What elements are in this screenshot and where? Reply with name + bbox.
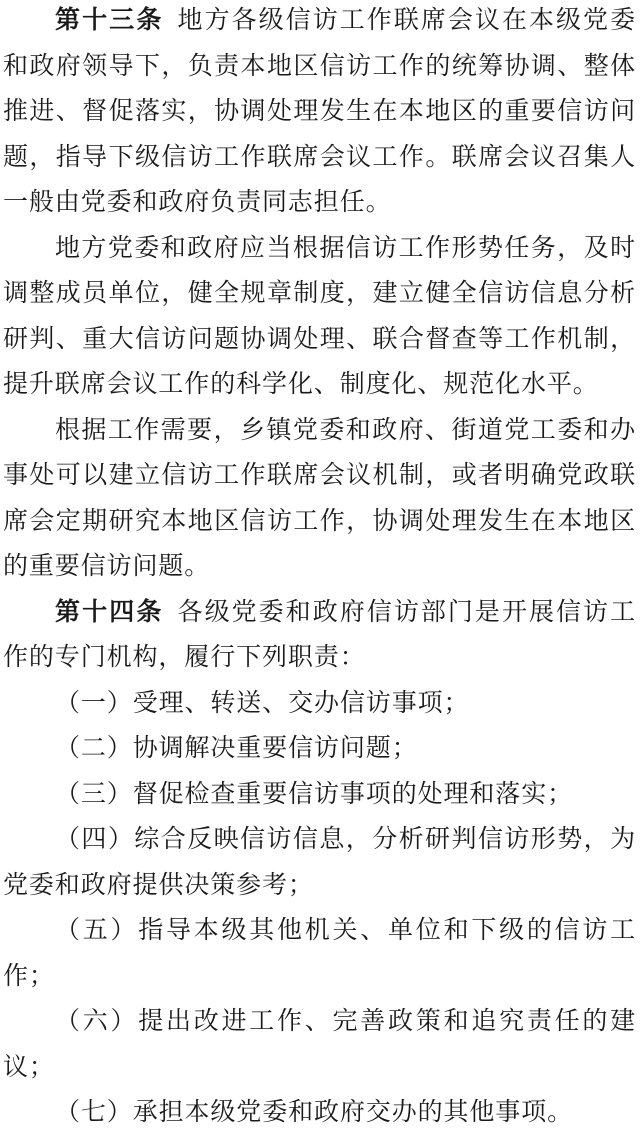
article-14-item-3: （三）督促检查重要信访事项的处理和落实；	[55, 778, 574, 808]
article-14-item-6: （六）提出改进工作、完善政策和追究责任的建议；	[3, 1006, 636, 1081]
article-14-item-5: （五）指导本级其他机关、单位和下级的信访工作；	[3, 915, 636, 990]
article-13-text: 地方各级信访工作联席会议在本级党委和政府领导下，负责本地区信访工作的统筹协调、整体推进、督促落实，协调处理发生在本地区的重要信访问题，指导下级信访工作联席会议工作。联席会议召集人一般由党委和政府负责同志担任。	[3, 5, 636, 216]
article-14-item-1: （一）受理、转送、交办信访事项；	[55, 687, 470, 717]
article-13-paragraph-2: 地方党委和政府应当根据信访工作形势任务，及时调整成员单位，健全规章制度，建立健全信访信息分析研判、重大信访问题协调处理、联合督查等工作机制，提升联席会议工作的科学化、制度化、规范化水平。	[3, 232, 636, 398]
article-14-number: 第十四条	[55, 596, 164, 626]
article-13-number: 第十三条	[55, 5, 164, 34]
article-14-item-2: （二）协调解决重要信访问题；	[55, 733, 418, 762]
article-14-item-4: （四）综合反映信访信息，分析研判信访形势，为党委和政府提供决策参考；	[3, 824, 636, 899]
article-14-item-7: （七）承担本级党委和政府交办的其他事项。	[55, 1097, 574, 1126]
article-14-paragraph	[3, 589, 636, 680]
article-13-paragraph-3: 根据工作需要，乡镇党委和政府、街道党工委和办事处可以建立信访工作联席会议机制，或者明确党政联席会定期研究本地区信访工作，协调处理发生在本地区的重要信访问题。	[3, 414, 636, 580]
article-13-paragraph	[3, 0, 636, 225]
article-14-text: 各级党委和政府信访部门是开展信访工作的专门机构，履行下列职责：	[3, 596, 636, 671]
